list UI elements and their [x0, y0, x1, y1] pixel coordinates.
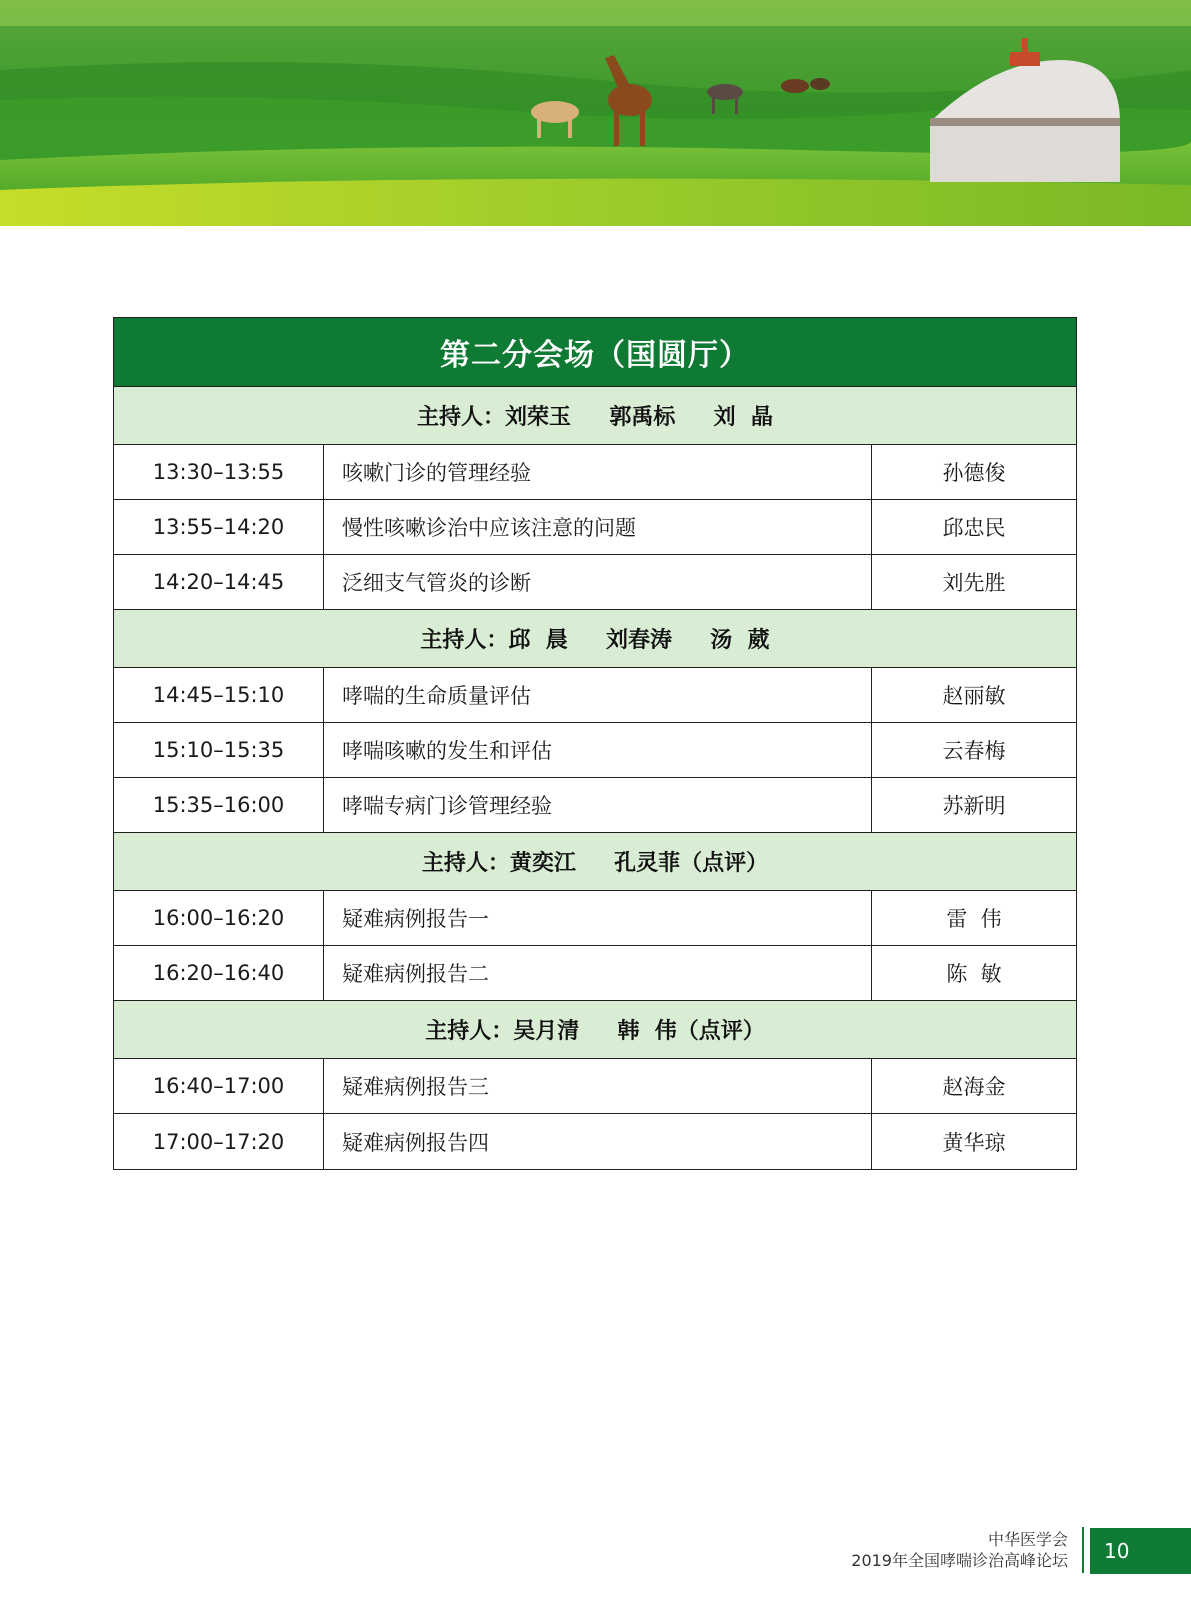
session-topic: 哮喘咳嗽的发生和评估 — [324, 723, 872, 777]
header-banner — [0, 0, 1191, 226]
session-topic: 疑难病例报告一 — [324, 891, 872, 945]
session-time: 14:20–14:45 — [114, 555, 324, 609]
session-topic: 疑难病例报告二 — [324, 946, 872, 1000]
session-title: 第二分会场（国圆厅） — [114, 318, 1076, 387]
schedule-body — [114, 387, 1076, 1169]
footer-event: 2019年全国哮喘诊治高峰论坛 — [851, 1551, 1068, 1570]
host-row: 主持人：吴月清 韩 伟（点评） — [114, 1001, 1076, 1059]
session-topic: 哮喘的生命质量评估 — [324, 668, 872, 722]
session-row — [114, 555, 1076, 610]
session-speaker: 邱忠民 — [942, 516, 1006, 540]
session-speaker: 孙德俊 — [942, 461, 1006, 485]
session-speaker: 刘先胜 — [942, 571, 1006, 595]
session-topic: 疑难病例报告三 — [324, 1059, 872, 1113]
session-time: 14:45–15:10 — [114, 668, 324, 722]
session-time: 16:20–16:40 — [114, 946, 324, 1000]
session-row — [114, 500, 1076, 555]
page-number: 10 — [1090, 1528, 1191, 1574]
session-row — [114, 445, 1076, 500]
host-row: 主持人：黄奕江 孔灵菲（点评） — [114, 833, 1076, 891]
session-speaker: 赵海金 — [942, 1075, 1006, 1099]
footer-text — [851, 1529, 1068, 1571]
session-topic: 疑难病例报告四 — [324, 1114, 872, 1169]
session-time: 13:55–14:20 — [114, 500, 324, 554]
host-row: 主持人：刘荣玉 郭禹标 刘 晶 — [114, 387, 1076, 445]
session-topic: 泛细支气管炎的诊断 — [324, 555, 872, 609]
session-row — [114, 891, 1076, 946]
session-row — [114, 1114, 1076, 1169]
session-row — [114, 946, 1076, 1001]
session-speaker: 雷 伟 — [946, 907, 1002, 931]
session-time: 13:30–13:55 — [114, 445, 324, 499]
session-time: 15:10–15:35 — [114, 723, 324, 777]
session-row — [114, 1059, 1076, 1114]
session-topic: 哮喘专病门诊管理经验 — [324, 778, 872, 832]
session-speaker: 陈 敏 — [946, 962, 1002, 986]
session-time: 15:35–16:00 — [114, 778, 324, 832]
session-speaker: 苏新明 — [942, 794, 1006, 818]
session-topic: 慢性咳嗽诊治中应该注意的问题 — [324, 500, 872, 554]
session-time: 17:00–17:20 — [114, 1114, 324, 1169]
schedule-table — [113, 317, 1077, 1170]
session-speaker: 黄华琼 — [942, 1130, 1006, 1155]
footer-divider — [1082, 1527, 1084, 1573]
session-row — [114, 668, 1076, 723]
session-row — [114, 778, 1076, 833]
host-row: 主持人：邱 晨 刘春涛 汤 葳 — [114, 610, 1076, 668]
session-time: 16:40–17:00 — [114, 1059, 324, 1113]
session-row — [114, 723, 1076, 778]
session-speaker: 云春梅 — [942, 739, 1006, 763]
footer-org: 中华医学会 — [987, 1530, 1068, 1549]
session-topic: 咳嗽门诊的管理经验 — [324, 445, 872, 499]
session-time: 16:00–16:20 — [114, 891, 324, 945]
session-speaker: 赵丽敏 — [942, 684, 1006, 708]
grassland-horses-yurt-banner — [0, 0, 1191, 226]
